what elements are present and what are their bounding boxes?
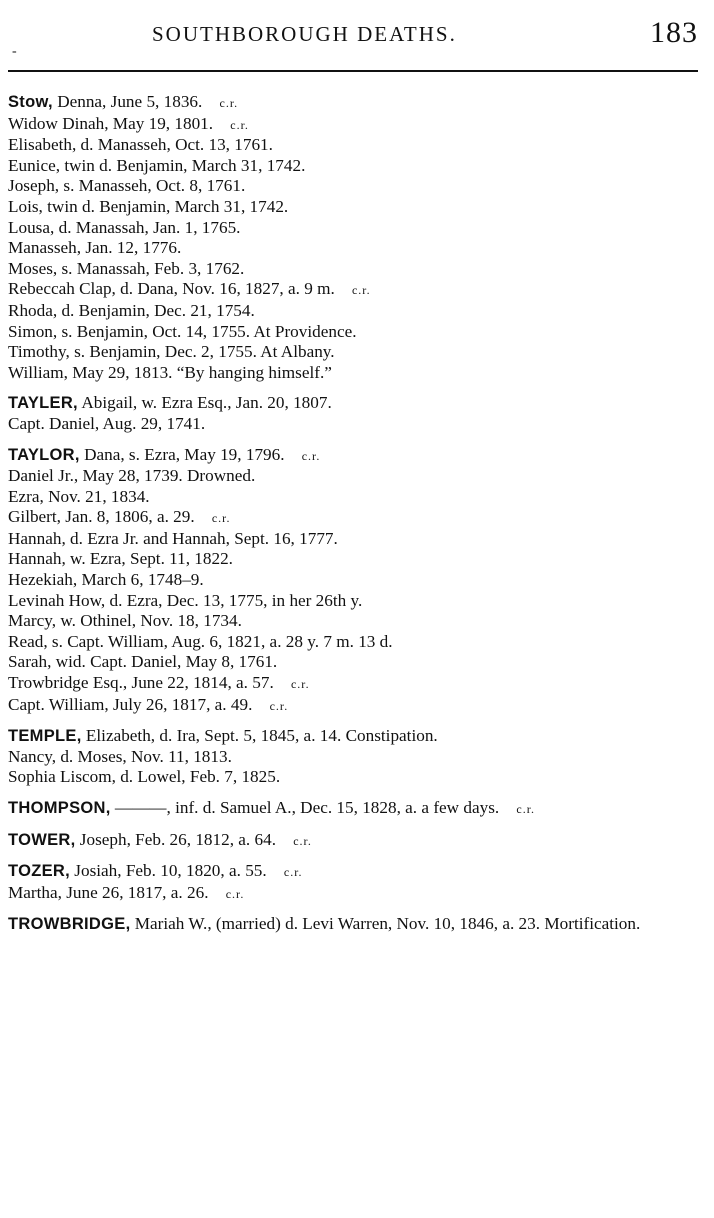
surname: TOZER, xyxy=(8,862,70,881)
death-entry xyxy=(8,591,702,612)
death-entry xyxy=(8,632,702,653)
source-note: c.r. xyxy=(269,698,289,713)
entry-text: Hannah, w. Ezra, Sept. 11, 1822. xyxy=(8,549,233,569)
death-entry xyxy=(8,197,702,218)
death-entry xyxy=(8,238,702,259)
entry-text: Capt. William, July 26, 1817, a. 49. xyxy=(8,694,253,714)
death-entry xyxy=(8,673,702,695)
death-entry xyxy=(8,726,702,747)
surname-group xyxy=(8,92,702,383)
death-entry xyxy=(8,883,702,905)
entry-text: Trowbridge Esq., June 22, 1814, a. 57. xyxy=(8,673,274,693)
death-entry xyxy=(8,279,702,301)
death-entry xyxy=(8,92,702,114)
surname-group xyxy=(8,830,702,852)
entry-text: Hezekiah, March 6, 1748–9. xyxy=(8,570,204,590)
death-entry xyxy=(8,363,702,384)
entry-text: Timothy, s. Benjamin, Dec. 2, 1755. At Albany. xyxy=(8,342,335,362)
surname: THOMPSON, xyxy=(8,799,111,817)
surname: TOWER, xyxy=(8,830,76,849)
death-records xyxy=(8,92,702,945)
surname: TAYLER, xyxy=(8,394,78,413)
entry-text: Sarah, wid. Capt. Daniel, May 8, 1761. xyxy=(8,652,278,672)
death-entry xyxy=(8,156,702,177)
death-entry xyxy=(8,445,702,467)
entry-text: Joseph, Feb. 26, 1812, a. 64. xyxy=(79,829,277,849)
entry-text: Joseph, s. Manasseh, Oct. 8, 1761. xyxy=(8,176,246,196)
death-entry xyxy=(8,114,702,136)
surname-group xyxy=(8,726,702,788)
death-entry xyxy=(8,466,702,487)
entry-text: Levinah How, d. Ezra, Dec. 13, 1775, in her 26th y. xyxy=(8,590,363,610)
entry-text: Hannah, d. Ezra Jr. and Hannah, Sept. 16, 1777. xyxy=(8,528,338,548)
surname-group xyxy=(8,798,702,820)
surname: Stow, xyxy=(8,93,53,111)
surname-group xyxy=(8,914,702,935)
entry-text: Marcy, w. Othinel, Nov. 18, 1734. xyxy=(8,611,242,631)
death-entry xyxy=(8,914,702,935)
entry-text: Manasseh, Jan. 12, 1776. xyxy=(8,238,182,258)
death-entry xyxy=(8,487,702,508)
surname-group xyxy=(8,861,702,904)
death-entry xyxy=(8,301,702,322)
entry-text: Lousa, d. Manassah, Jan. 1, 1765. xyxy=(8,217,241,237)
entry-text: Lois, twin d. Benjamin, March 31, 1742. xyxy=(8,196,289,216)
source-note: c.r. xyxy=(211,511,231,526)
death-entry xyxy=(8,135,702,156)
source-note: c.r. xyxy=(516,802,536,816)
entry-text: Denna, June 5, 1836. xyxy=(57,92,203,111)
source-note: c.r. xyxy=(290,677,310,692)
death-entry xyxy=(8,798,702,820)
death-entry xyxy=(8,695,702,717)
entry-text: Rebeccah Clap, d. Dana, Nov. 16, 1827, a. 9 m. xyxy=(8,279,335,299)
entry-text: Read, s. Capt. William, Aug. 6, 1821, a. 28 y. 7 m. 13 d. xyxy=(8,631,393,651)
death-entry xyxy=(8,342,702,363)
entry-text: Gilbert, Jan. 8, 1806, a. 29. xyxy=(8,507,195,527)
death-entry xyxy=(8,218,702,239)
entry-text: Mariah W., (married) d. Levi Warren, Nov. 10, 1846, a. 23. Mortification. xyxy=(134,914,641,934)
entry-text: Widow Dinah, May 19, 1801. xyxy=(8,113,214,133)
death-entry xyxy=(8,259,702,280)
entry-text: Sophia Liscom, d. Lowel, Feb. 7, 1825. xyxy=(8,767,281,787)
header-rule xyxy=(8,70,698,72)
entry-text: Elizabeth, d. Ira, Sept. 5, 1845, a. 14. Constipation. xyxy=(85,726,438,746)
entry-text: William, May 29, 1813. “By hanging himself.” xyxy=(8,362,332,382)
entry-text: Dana, s. Ezra, May 19, 1796. xyxy=(84,444,285,464)
death-entry xyxy=(8,830,702,852)
entry-text: Ezra, Nov. 21, 1834. xyxy=(8,486,150,506)
entry-text: Daniel Jr., May 28, 1739. Drowned. xyxy=(8,466,256,486)
death-entry xyxy=(8,611,702,632)
surname-group xyxy=(8,393,702,434)
source-note: c.r. xyxy=(283,865,303,880)
source-note: c.r. xyxy=(293,833,312,848)
entry-text: Josiah, Feb. 10, 1820, a. 55. xyxy=(74,861,267,881)
death-entry xyxy=(8,570,702,591)
source-note: c.r. xyxy=(351,283,371,298)
entry-text: Nancy, d. Moses, Nov. 11, 1813. xyxy=(8,746,232,766)
page-number: 183 xyxy=(650,16,698,49)
death-entry xyxy=(8,322,702,343)
entry-text: Martha, June 26, 1817, a. 26. xyxy=(8,882,209,902)
page-header xyxy=(0,18,714,58)
surname: TROWBRIDGE, xyxy=(8,915,131,934)
page-title: SOUTHBOROUGH DEATHS. xyxy=(152,22,457,46)
death-entry xyxy=(8,507,702,529)
death-entry xyxy=(8,393,702,414)
surname: TEMPLE, xyxy=(8,727,82,746)
death-entry xyxy=(8,529,702,550)
entry-text: ———, inf. d. Samuel A., Dec. 15, 1828, a. a few days. xyxy=(114,798,500,817)
death-entry xyxy=(8,747,702,768)
source-note: c.r. xyxy=(230,117,249,132)
margin-mark: - xyxy=(12,44,17,59)
surname-group xyxy=(8,445,702,717)
surname: TAYLOR, xyxy=(8,445,80,464)
source-note: c.r. xyxy=(225,886,245,901)
death-entry xyxy=(8,767,702,788)
entry-text: Capt. Daniel, Aug. 29, 1741. xyxy=(8,413,206,433)
source-note: c.r. xyxy=(301,448,321,463)
entry-text: Rhoda, d. Benjamin, Dec. 21, 1754. xyxy=(8,300,255,320)
death-entry xyxy=(8,549,702,570)
entry-text: Eunice, twin d. Benjamin, March 31, 1742. xyxy=(8,155,306,175)
entry-text: Abigail, w. Ezra Esq., Jan. 20, 1807. xyxy=(81,393,332,413)
source-note: c.r. xyxy=(219,96,239,110)
death-entry xyxy=(8,652,702,673)
entry-text: Moses, s. Manassah, Feb. 3, 1762. xyxy=(8,258,245,278)
entry-text: Elisabeth, d. Manasseh, Oct. 13, 1761. xyxy=(8,135,273,155)
death-entry xyxy=(8,414,702,435)
entry-text: Simon, s. Benjamin, Oct. 14, 1755. At Providence. xyxy=(8,321,357,341)
death-entry xyxy=(8,861,702,883)
death-entry xyxy=(8,176,702,197)
